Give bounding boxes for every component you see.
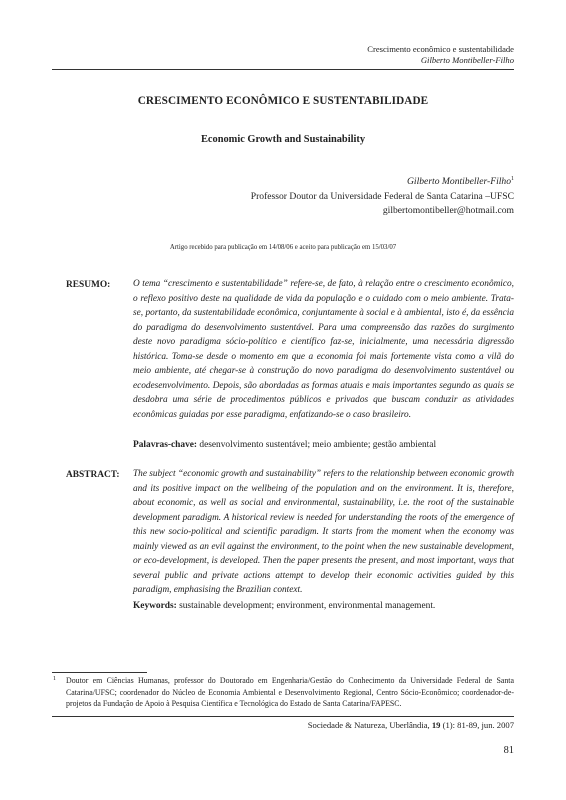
- footnote: [53, 675, 514, 710]
- resumo-keywords: [133, 440, 514, 450]
- paper-title: CRESCIMENTO ECONÔMICO E SUSTENTABILIDADE: [137, 95, 429, 107]
- resumo-keywords-label: Palavras-chave:: [133, 440, 198, 450]
- resumo-keywords-text: desenvolvimento sustentável; meio ambiente; gestão ambiental: [199, 440, 437, 450]
- footnote-mark: 1: [53, 676, 56, 682]
- abstract-keywords: [133, 601, 514, 611]
- resumo-label: RESUMO:: [66, 280, 111, 290]
- author-name: Gilberto Montibeller-Filho: [407, 176, 511, 187]
- resumo-text: O tema “crescimento e sustentabilidade” refere-se, de fato, à relação entre o crescimento econômico, o reflexo positivo deste na qualidade de vida da população e o cuidado com o meio ambiente. Trata-se, portanto, da sustentabilidade econômica, conjuntamente à social e à ambiental, isto é, da essência do paradigma do desenvolvimento sustentável. Para uma compreensão das razões do surgimento deste novo paradigma sócio-político e científico faz-se, inicialmente, uma necessária digressão histórica. Toma-se desde o momento em que a economia foi mais fortemente vista como a vilã do meio ambiente, até chegar-se à construção do novo paradigma do desenvolvimento sustentável ou ecodesenvolvimento. Depois, são abordadas as formas atuais e mais importantes segundo as quais se desdobra uma série de procedimentos públicos e privados que buscam conduzir as atividades econômicas guiadas por esse paradigma, enfatizando-se o caso brasileiro.: [133, 279, 514, 420]
- author-email: gilbertomontibeller@hotmail.com: [382, 205, 514, 216]
- received-note: Artigo recebido para publicação em 14/08/06 e aceito para publicação em 15/03/07: [169, 244, 397, 251]
- footnote-text: Doutor em Ciências Humanas, professor do Doutorado em Engenharia/Gestão do Conhecimento da Universidade Federal de Santa Catarina/UFSC; coordenador do Núcleo de Economia Ambiental e Desenvolvimento Regional, Centro Sócio-Econômico; coordenador-de-projetos da Fundação de Apoio à Pesquisa Científica e Tecnológica do Estado de Santa Catarina/FAPESC.: [66, 676, 514, 708]
- author-footnote-mark: 1: [511, 176, 514, 182]
- abstract-label: ABSTRACT:: [66, 470, 120, 480]
- footer-rule: [52, 716, 514, 717]
- abstract-text: The subject “economic growth and sustainability” refers to the relationship between economic growth and its positive impact on the wellbeing of the population and on the environment. It is, therefore, about economic, as well as social and environmental, sustainability, i.e. the root of the sustainable development paradigm. A historical review is needed for understanding the roots of the emergence of this new socio-political and scientific paradigm. It starts from the moment when the economy was mainly viewed as an evil against the environment, to the point when the new sustainable development, or eco-development, is developed. Then the paper presents the present, and most important, ways that several public and private actions attempt to develop their economic activities guided by this paradigm, emphasising the Brazilian context.: [133, 469, 514, 595]
- journal-citation: [308, 720, 514, 730]
- abstract-keywords-text: sustainable development; environment, environmental management.: [179, 601, 436, 611]
- page-number: 81: [503, 745, 514, 756]
- running-header-author: Gilberto Montibeller-Filho: [420, 55, 514, 65]
- running-header: [367, 44, 514, 66]
- author-affiliation: Professor Doutor da Universidade Federal de Santa Catarina –UFSC: [250, 190, 514, 202]
- journal-suffix: (1): 81-89, jun. 2007: [442, 720, 514, 730]
- header-rule: [52, 69, 514, 70]
- paper-subtitle: Economic Growth and Sustainability: [200, 134, 366, 145]
- abstract-keywords-label: Keywords:: [133, 601, 177, 611]
- journal-volume: 19: [431, 720, 441, 730]
- running-header-title: Crescimento econômico e sustentabilidade: [367, 44, 514, 54]
- footnote-rule: [52, 672, 147, 673]
- journal-prefix: Sociedade & Natureza, Uberlândia,: [307, 720, 430, 730]
- author-block: [251, 172, 514, 219]
